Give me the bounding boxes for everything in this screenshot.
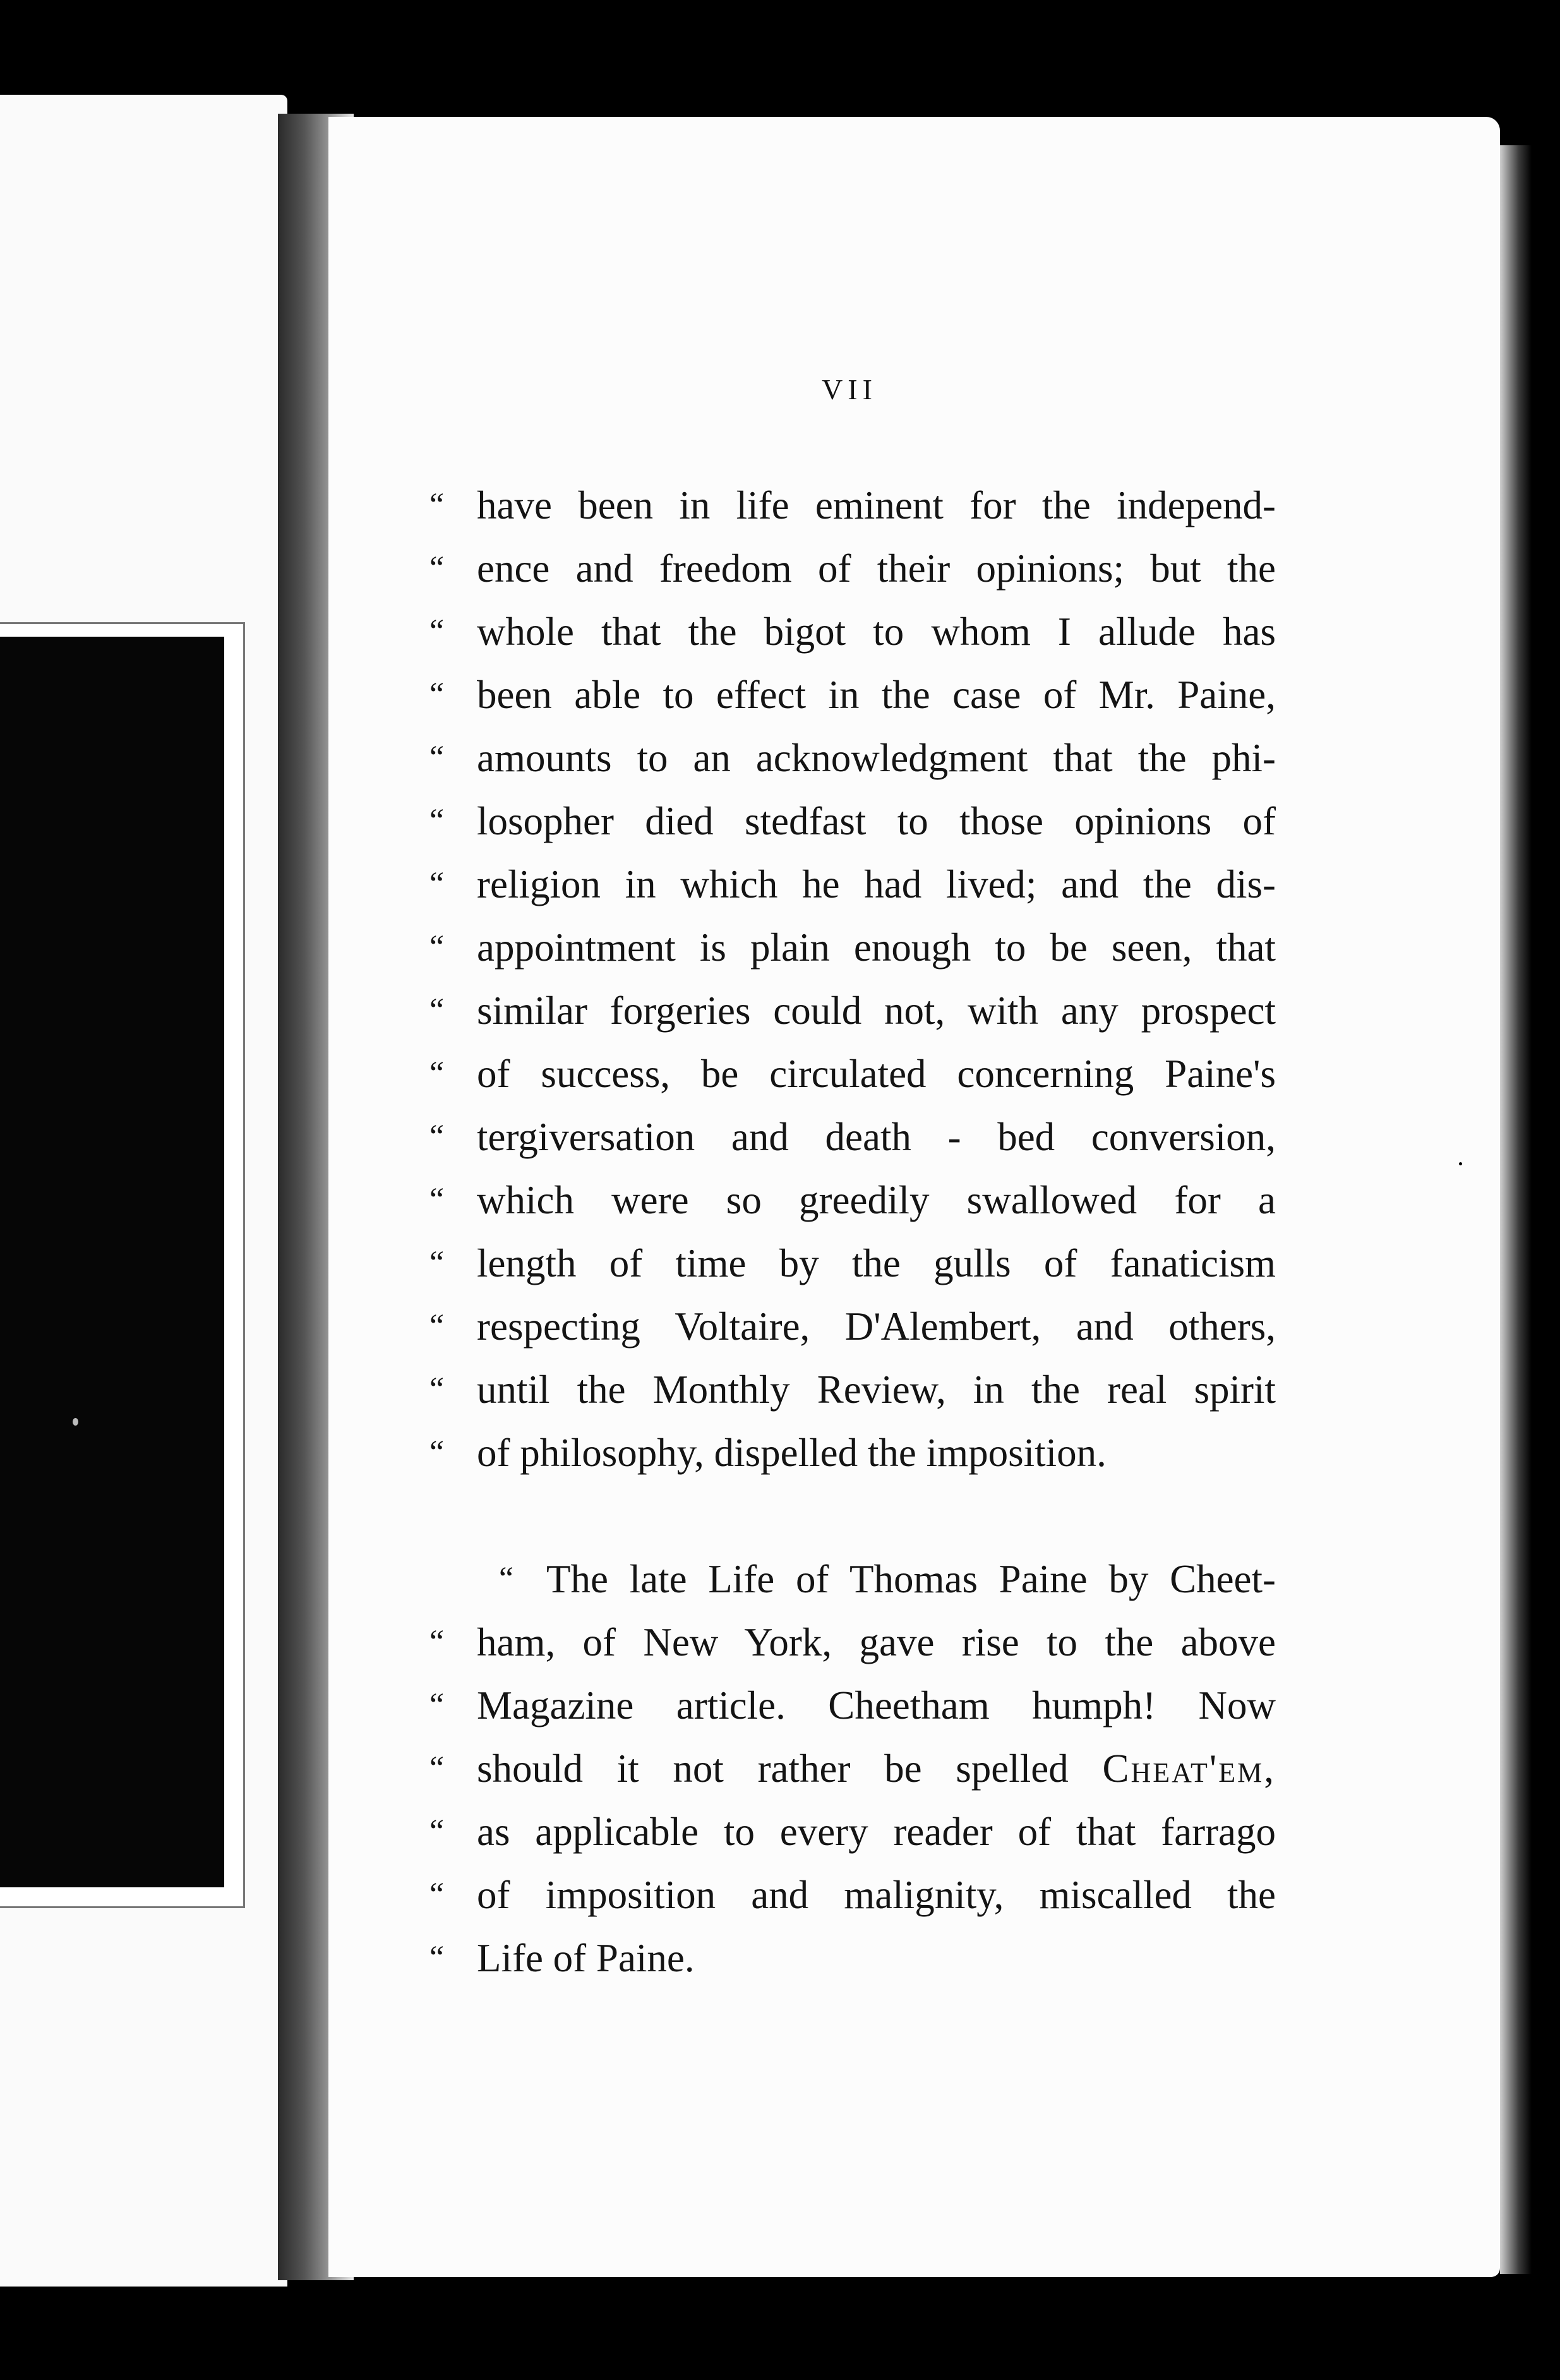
text-line [429, 1926, 1276, 1990]
line-text: been able to effect in the case of Mr. Paine, [477, 673, 1276, 717]
text-line [429, 1674, 1276, 1737]
quote-mark: “ [429, 1182, 445, 1218]
quote-mark: “ [429, 1687, 445, 1723]
text-line [429, 1611, 1276, 1674]
text-line [429, 1737, 1276, 1800]
scan-speck [1459, 1162, 1462, 1165]
quote-mark: “ [429, 1877, 445, 1913]
page-edge-shadow [1500, 145, 1532, 2274]
quote-mark: “ [429, 1119, 445, 1155]
text-line [429, 726, 1276, 790]
quote-mark: “ [429, 803, 445, 839]
cheatem-small-caps: Cheat'em, [1102, 1746, 1276, 1791]
text-line [429, 537, 1276, 600]
quote-mark: “ [499, 1561, 514, 1597]
quote-mark: “ [429, 1055, 445, 1091]
line-text: ence and freedom of their opinions; but the [477, 546, 1276, 591]
text-line [429, 979, 1276, 1042]
text-line [429, 1800, 1276, 1863]
text-line [429, 1169, 1276, 1232]
quote-mark: “ [429, 1813, 445, 1849]
text-line [429, 1421, 1276, 1484]
line-text: length of time by the gulls of fanaticism [477, 1241, 1276, 1285]
line-text: appointment is plain enough to be seen, that [477, 925, 1276, 970]
line-text: Magazine article. Cheetham humph! Now [477, 1683, 1276, 1728]
text-line [429, 1358, 1276, 1421]
text-line [429, 1232, 1276, 1295]
text-line [429, 790, 1276, 853]
text-line [429, 663, 1276, 726]
quote-mark: “ [429, 1371, 445, 1407]
line-text: losopher died stedfast to those opinions of [477, 799, 1276, 843]
line-text [477, 1737, 1276, 1800]
quote-mark: “ [429, 992, 445, 1028]
line-text: of success, be circulated concerning Paine's [477, 1052, 1276, 1096]
line-text: which were so greedily swallowed for a [477, 1178, 1276, 1222]
line-text: of imposition and malignity, miscalled the [477, 1873, 1276, 1917]
scan-speck [777, 79, 783, 83]
text-line [429, 853, 1276, 916]
line-text: of philosophy, dispelled the imposition. [477, 1431, 1107, 1475]
quote-mark: “ [429, 740, 445, 776]
scan-speck [73, 1418, 78, 1426]
text-line [429, 474, 1276, 537]
quote-mark: “ [429, 613, 445, 649]
line-text: ham, of New York, gave rise to the above [477, 1620, 1276, 1664]
quote-mark: “ [429, 550, 445, 586]
quote-mark: “ [429, 1940, 445, 1976]
paragraph-gap [429, 1484, 1276, 1548]
text-line [429, 1295, 1276, 1358]
text-line [429, 1105, 1276, 1169]
body-text [429, 474, 1276, 1990]
line-text-start: should it not rather be spelled [477, 1746, 1103, 1791]
line-text: until the Monthly Review, in the real spirit [477, 1367, 1276, 1412]
line-text: amounts to an acknowledgment that the phi- [477, 736, 1276, 780]
dark-plate-image [0, 637, 224, 1887]
quote-mark: “ [429, 929, 445, 965]
plate-frame [0, 622, 245, 1908]
line-text: as applicable to every reader of that farrago [477, 1810, 1276, 1854]
line-text: whole that the bigot to whom I allude has [477, 610, 1276, 654]
line-text: similar forgeries could not, with any prospect [477, 989, 1276, 1033]
text-line [429, 1548, 1276, 1611]
page-number: VII [822, 373, 877, 406]
quote-mark: “ [429, 1624, 445, 1660]
line-text: religion in which he had lived; and the dis- [477, 862, 1276, 906]
line-text: The late Life of Thomas Paine by Cheet- [546, 1557, 1276, 1601]
text-line [429, 1042, 1276, 1105]
quote-mark: “ [429, 1434, 445, 1470]
quote-mark: “ [429, 487, 445, 523]
left-facing-page [0, 95, 287, 2287]
line-text: Life of Paine. [477, 1936, 695, 1980]
quote-mark: “ [429, 1750, 445, 1786]
line-text: respecting Voltaire, D'Alembert, and others, [477, 1304, 1276, 1349]
line-text: tergiversation and death - bed conversion, [477, 1115, 1276, 1159]
quote-mark: “ [429, 1245, 445, 1281]
line-text: have been in life eminent for the independ- [477, 483, 1276, 527]
quote-mark: “ [429, 676, 445, 712]
text-line [429, 916, 1276, 979]
text-line [429, 1863, 1276, 1926]
quote-mark: “ [429, 866, 445, 902]
quote-mark: “ [429, 1308, 445, 1344]
text-line [429, 600, 1276, 663]
